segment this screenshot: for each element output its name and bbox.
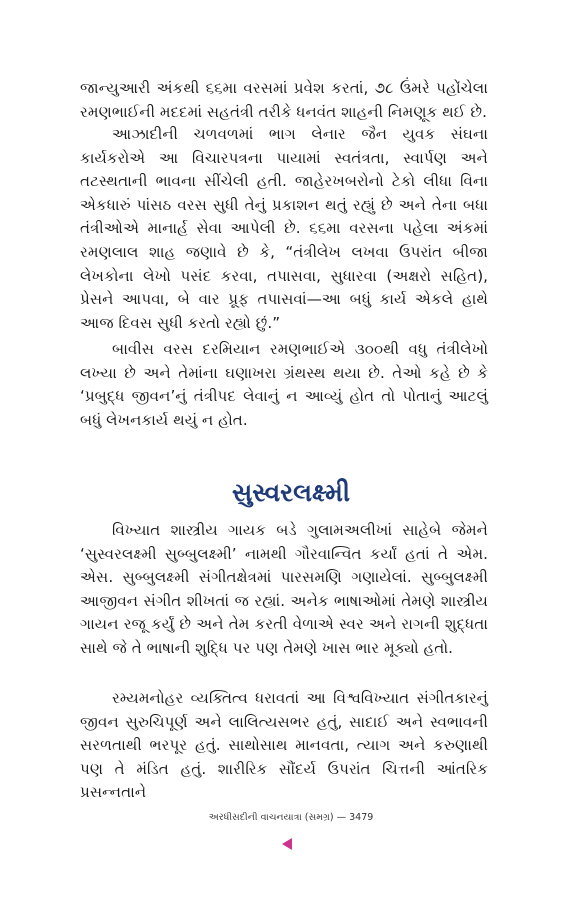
paragraph-2: આઝાદીની ચળવળમાં ભાગ લેનાર જૈન યુવક સંઘના કાર્યકરોએ આ વિચારપત્રના પાયામાં સ્વતંત્રતા, સ્વાર્પણ અને તટસ્થતાની ભાવના સીંચેલી હતી. જાહેરખબરોનો ટેકો લીધા વિના એકધારું પાંસઠ વરસ સુધી તેનું પ્રકાશન થતું રહ્યું છે અને તેના બધા તંત્રીઓએ માનાર્હ સેવા આપેલી છે. ૬૬મા વરસના પહેલા અંકમાં રમણલાલ શાહ જણાવે છે કે, “તંત્રીલેખ લખવા ઉપરાંત બીજા લેખકોના લેખો પસંદ કરવા, તપાસવા, સુધારવા (અક્ષરો સહિત), પ્રેસને આપવા, બે વાર પ્રૂફ તપાસવાં—આ બધું કાર્ય એકલે હાથે આજ દિવસ સુધી કરતો રહ્યો છું.” <box>80 125 488 332</box>
paragraph-4: વિખ્યાત શાસ્ત્રીય ગાયક બડે ગુલામઅલીખાં સાહેબે જેમને ‘સુસ્વરલક્ષ્મી સુબ્બુલક્ષ્મી’ નામથી ગૌરવાન્વિત કર્યાં હતાં તે એમ. એસ. સુબ્બુલક્ષ્મી સંગીતક્ષેત્રમાં પારસમણિ ગણાયેલાં. સુબ્બુલક્ષ્મી આજીવન સંગીત શીખતાં જ રહ્યાં. અનેક ભાષાઓમાં તેમણે શાસ્ત્રીય ગાયન રજૂ કર્યું છે અને તેમ કરતી વેળાએ સ્વર અને રાગની શુદ્ધતા સાથે જે તે ભાષાની શુદ્ધિ પર પણ તેમણે ખાસ ભાર મૂક્યો હતો. <box>80 521 488 657</box>
paragraph-1: જાન્યુઆરી અંકથી ૬૬મા વરસમાં પ્રવેશ કરતાં, ૭૮ ઉંમરે પહોંચેલા રમણભાઈની મદદમાં સહતંત્રી તરીકે ધનવંત શાહની નિમણૂક થઈ છે. <box>80 79 488 121</box>
section-heading: સુસ્વરલક્ષ્મી <box>231 478 351 507</box>
paragraph-5: રમ્યમનોહર વ્યક્તિત્વ ધરાવતાં આ વિશ્વવિખ્યાત સંગીતકારનું જીવન સુરુચિપૂર્ણ અને લાલિત્યસભર હતું, સાદાઈ અને સ્વભાવની સરળતાથી ભરપૂર હતું. સાથોસાથ માનવતા, ત્યાગ અને કરુણાથી પણ તે મંડિત હતું. શારીરિક સૌંદર્ય ઉપરાંત ચિત્તની આંતરિક પ્રસન્નતાને <box>80 689 488 802</box>
page-footer: અરધીસદીની વાચનયાત્રા (સમગ્ર) — 3479 <box>208 812 374 823</box>
paragraph-3: બાવીસ વરસ દરમિયાન રમણભાઈએ ૩૦૦થી વધુ તંત્રીલેખો લખ્યા છે અને તેમાંના ઘણાખરા ગ્રંથસ્થ થયા છે. તેઓ કહે છે કે ‘પ્રબુદ્ધ જીવન’નું તંત્રીપદ લેવાનું ન આવ્યું હોત તો પોતાનું આટલું બધું લેખનકાર્ય થયું ન હોત. <box>80 340 488 429</box>
left-arrow-icon[interactable] <box>282 838 292 850</box>
